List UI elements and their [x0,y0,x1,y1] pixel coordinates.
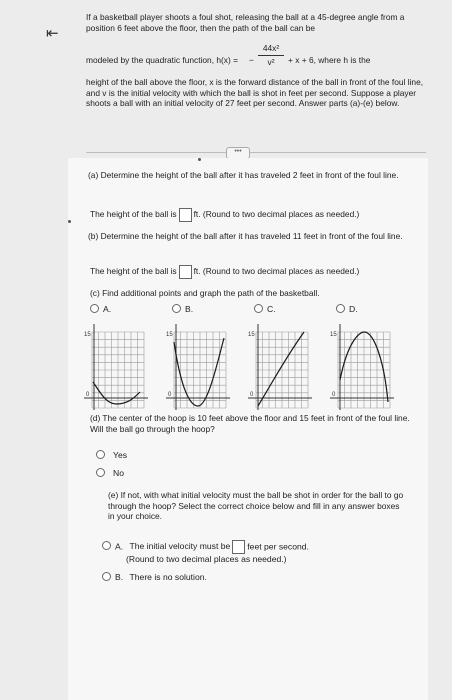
part-d-question: (d) The center of the hoop is 10 feet above the floor and 15 feet in front of the foul line. Will the ball go through the hoop? [90,413,410,434]
tick-label-origin: 0 [86,392,90,398]
problem-statement [86,12,426,109]
graph-option-d[interactable]: D. [336,304,358,314]
graph-a-svg [84,320,148,410]
tick-label-top: 15 [166,332,173,338]
graph-option-a[interactable]: A. [90,304,111,314]
formula-label: modeled by the quadratic function, h(x) = [86,55,239,65]
part-b-question: (b) Determine the height of the ball after it has traveled 11 feet in front of the foul line. [88,231,403,241]
graph-grid [174,332,226,408]
radio-button[interactable] [102,572,111,581]
radio-button[interactable] [172,304,181,313]
tick-label-top: 15 [330,332,337,338]
radio-button[interactable] [96,468,105,477]
tick-label-origin: 0 [250,392,254,398]
collapse-left-icon[interactable]: ⇤ [46,25,59,42]
graph-c[interactable] [248,320,312,410]
tick-label-origin: 0 [168,392,172,398]
part-e-velocity-input[interactable] [232,540,245,554]
tick-label-top: 15 [248,332,255,338]
tick-label-top: 15 [84,332,91,338]
formula-denominator: v² [267,56,275,67]
radio-button[interactable] [254,304,263,313]
part-e-question: (e) If not, with what initial velocity must the ball be shot in order for the ball to go through the hoop? Select the correct choice below and fill in any answer boxes in your choice. [108,490,404,521]
graph-b[interactable] [166,320,230,410]
part-a-answer-prefix: The height of the ball is [90,209,177,220]
problem-description: height of the ball above the floor, x is the forward distance of the ball in front of the foul line, and v is the initial velocity with which the ball is shot in feet per second. Suppose a player shoots a ball with an initial velocity of 27 feet per second. Answer parts (a)-(e) below. [86,77,424,108]
part-e-option-a[interactable]: A. The initial velocity must be feet per second. [102,540,309,554]
graph-c-svg [248,320,312,410]
part-b-answer-input[interactable] [179,265,192,279]
radio-button[interactable] [90,304,99,313]
radio-button[interactable] [96,450,105,459]
part-a-question: (a) Determine the height of the ball after it has traveled 2 feet in front of the foul line. [88,170,399,180]
graph-grid [92,332,144,408]
option-yes[interactable]: Yes [96,450,127,460]
formula-numerator: 44x² [258,43,284,56]
formula-line [86,43,426,71]
part-b-answer-suffix: ft. (Round to two decimal places as needed.) [193,266,360,277]
part-a-answer-line [90,208,410,222]
part-a-answer-input[interactable] [179,208,192,222]
divider [86,152,426,153]
dot-marker [198,158,201,161]
more-button[interactable]: ••• [226,147,250,159]
part-e-option-a-note: (Round to two decimal places as needed.) [126,554,287,564]
formula-minus: − [249,55,254,65]
part-a-answer-suffix: ft. (Round to two decimal places as needed.) [193,209,360,220]
graph-d[interactable] [330,320,394,410]
graph-option-c[interactable]: C. [254,304,276,314]
formula-fraction [258,43,284,67]
radio-button[interactable] [102,541,111,550]
graph-b-svg [166,320,230,410]
problem-intro: If a basketball player shoots a foul shot, releasing the ball at a 45-degree angle from a position 6 feet above the floor, then the path of the ball can be [86,12,405,33]
dot-marker [68,220,71,223]
option-no[interactable]: No [96,468,124,478]
radio-button[interactable] [336,304,345,313]
graph-curve [174,338,224,406]
tick-label-origin: 0 [332,392,336,398]
graph-a[interactable] [84,320,148,410]
part-b-answer-line [90,265,410,279]
graph-grid [338,332,390,408]
graph-option-b[interactable]: B. [172,304,193,314]
question-card [68,158,428,700]
graph-curve [258,332,304,406]
graph-d-svg [330,320,394,410]
formula-rest: + x + 6, where h is the [288,55,371,65]
part-e-option-b[interactable]: B. There is no solution. [102,572,207,582]
part-c-question: (c) Find additional points and graph the path of the basketball. [90,288,320,298]
part-b-answer-prefix: The height of the ball is [90,266,177,277]
